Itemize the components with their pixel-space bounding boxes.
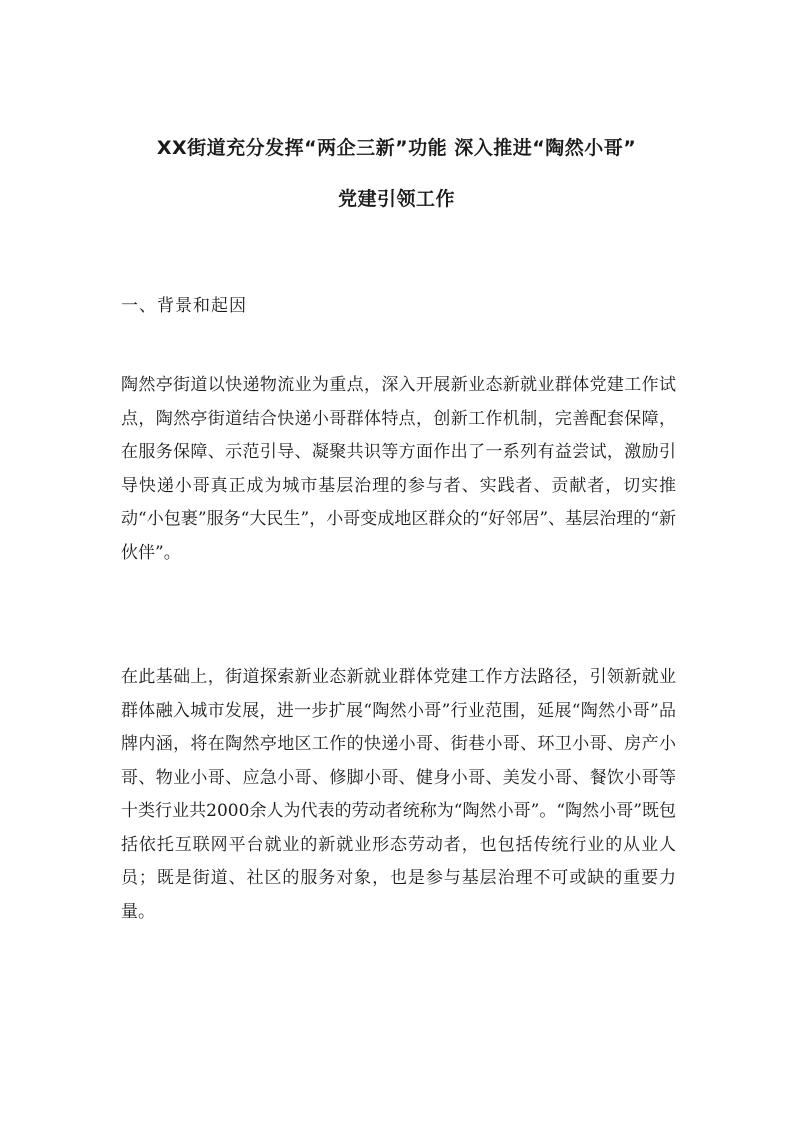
paragraph-background: 陶然亭街道以快递物流业为重点，深入开展新业态新就业群体党建工作试点，陶然亭街道结合快递小哥群体特点，创新工作机制，完善配套保障，在服务保障、示范引导、凝聚共识等方面作出了一系列有益尝试，激励引导快递小哥真正成为城市基层治理的参与者、实践者、贡献者，切实推动“小包裹”服务“大民生”，小哥变成地区群众的“好邻居”、基层治理的“新伙伴”。 [121, 375, 676, 563]
document-title-line-2: 党建引领工作 [337, 188, 455, 210]
document-title-line-1: XX街道充分发挥“两企三新”功能 深入推进“陶然小哥” [156, 137, 637, 159]
paragraph-expansion: 在此基础上，街道探索新业态新就业群体党建工作方法路径，引领新就业群体融入城市发展，进一步扩展“陶然小哥”行业范围，延展“陶然小哥”品牌内涵，将在陶然亭地区工作的快递小哥、街巷小哥、环卫小哥、房产小哥、物业小哥、应急小哥、修脚小哥、健身小哥、美发小哥、餐饮小哥等十类行业共2000余人为代表的劳动者统称为“陶然小哥”。“陶然小哥”既包括依托互联网平台就业的新就业形态劳动者，也包括传统行业的从业人员；既是街道、社区的服务对象，也是参与基层治理不可或缺的重要力量。 [121, 667, 676, 922]
section-heading: 一、背景和起因 [121, 296, 247, 316]
